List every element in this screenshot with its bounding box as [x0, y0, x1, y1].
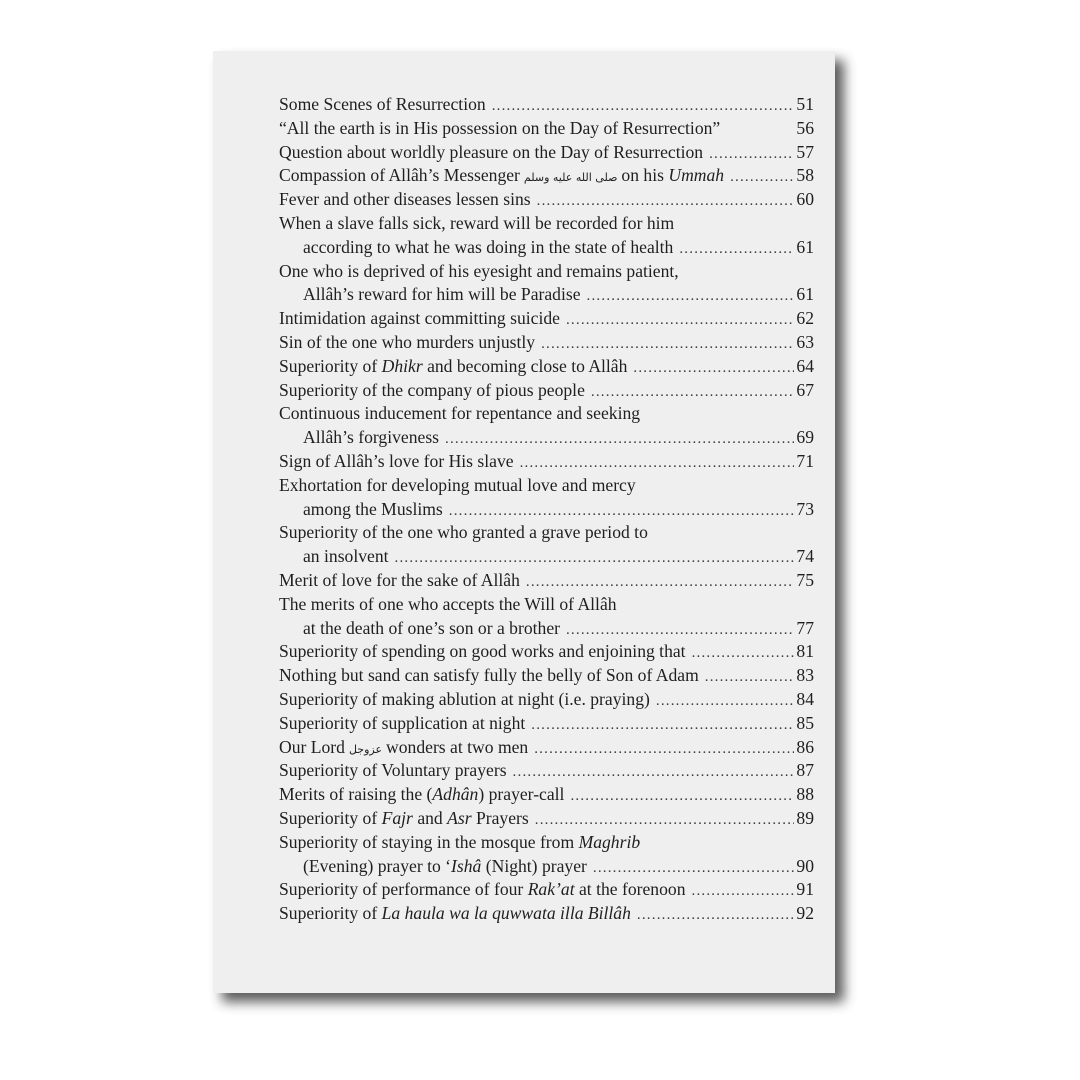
toc-page-number: 84: [796, 688, 814, 709]
toc-page-number: 71: [796, 450, 814, 471]
dot-leader: [566, 619, 794, 643]
toc-page-number: 67: [796, 379, 814, 400]
toc-entry-continuation: [279, 545, 814, 569]
toc-entry-title: Our Lord عزوجل wonders at two men: [279, 736, 529, 757]
toc-entry-line: [279, 521, 814, 545]
toc-entry: [279, 93, 814, 117]
toc-entry-line: [279, 402, 814, 426]
toc-entry-title: Some Scenes of Resurrection: [279, 94, 486, 114]
toc-entry-title: an insolvent: [303, 546, 389, 567]
toc-entry: [279, 664, 814, 688]
toc-entry-title: Sin of the one who murders unjustly: [279, 331, 536, 352]
toc-entry-title: One who is deprived of his eyesight and remains patient,: [279, 260, 679, 281]
toc-entry-title: Allâh’s forgiveness: [303, 427, 440, 448]
toc-page-number: 89: [796, 807, 814, 828]
dot-leader: [520, 452, 795, 476]
dot-leader: [537, 190, 795, 214]
toc-page-number: 56: [796, 117, 814, 138]
toc-entry-title: (Evening) prayer to ‘Ishâ (Night) prayer: [303, 855, 587, 876]
toc-entry-continuation: [279, 426, 814, 450]
dot-leader: [593, 857, 795, 881]
toc-entry-title: Superiority of staying in the mosque from Maghrib: [279, 831, 641, 852]
toc-page-number: 58: [796, 165, 814, 186]
toc-entry-title: Superiority of the one who granted a grave period to: [279, 522, 648, 543]
dot-leader: [633, 357, 794, 381]
dot-leader: [395, 547, 795, 571]
toc-page-number: 61: [796, 284, 814, 305]
toc-page-number: 83: [796, 665, 814, 686]
toc-page-number: 86: [796, 736, 814, 757]
toc-entry-title: Allâh’s reward for him will be Paradise: [303, 284, 581, 305]
toc-entry-title: Continuous inducement for repentance and seeking: [279, 403, 641, 424]
toc-entry-line: [279, 212, 814, 236]
toc-entry-continuation: [279, 855, 814, 879]
toc-entry-title: at the death of one’s son or a brother: [303, 617, 560, 638]
toc-page-number: 73: [796, 498, 814, 519]
dot-leader: [566, 309, 794, 333]
toc-page-number: 51: [796, 94, 814, 114]
toc-entry: [279, 164, 814, 188]
toc-entry: [279, 688, 814, 712]
toc-entry: [279, 188, 814, 212]
toc-entry: [279, 569, 814, 593]
toc-entry-continuation: [279, 283, 814, 307]
dot-leader: [730, 166, 794, 190]
toc-entry-title: Superiority of performance of four Rak’at at the forenoon: [279, 879, 686, 900]
toc-entry-title: Question about worldly pleasure on the Day of Resurrection: [279, 141, 704, 162]
toc-entry-title: Superiority of Voluntary prayers: [279, 760, 507, 781]
toc-entry-title: Superiority of supplication at night: [279, 712, 526, 733]
toc-entry-title: Sign of Allâh’s love for His slave: [279, 450, 514, 471]
toc-entry-title: Superiority of the company of pious people: [279, 379, 585, 400]
dot-leader: [492, 95, 795, 119]
toc-entry: [279, 355, 814, 379]
toc-entry-title: Superiority of making ablution at night (i.e. praying): [279, 688, 650, 709]
toc-entry-line: [279, 593, 814, 617]
toc-entry-continuation: [279, 617, 814, 641]
toc-page-number: 60: [796, 189, 814, 210]
toc-entry: [279, 331, 814, 355]
toc-entry-title: The merits of one who accepts the Will of Allâh: [279, 593, 617, 614]
toc-entry-title: Superiority of Dhikr and becoming close to Allâh: [279, 355, 628, 376]
dot-leader: [692, 880, 795, 904]
toc-page-number: 61: [796, 236, 814, 257]
toc-entry-title: Compassion of Allâh’s Messenger صلى الله عليه وسلم on his Ummah: [279, 165, 725, 186]
toc-page-number: 62: [796, 308, 814, 329]
toc-entry-title: Nothing but sand can satisfy fully the belly of Son of Adam: [279, 665, 699, 686]
toc-entry: [279, 902, 814, 926]
dot-leader: [591, 381, 795, 405]
table-of-contents: [279, 93, 814, 926]
toc-page-number: 88: [796, 784, 814, 805]
dot-leader: [656, 690, 795, 714]
toc-entry-title: Intimidation against committing suicide: [279, 308, 560, 329]
toc-entry-title: “All the earth is in His possession on the Day of Resurrection”: [279, 117, 721, 138]
dot-leader: [709, 143, 794, 167]
toc-page-number: 90: [796, 855, 814, 876]
dot-leader: [513, 761, 795, 785]
toc-page-number: 85: [796, 712, 814, 733]
toc-entry-continuation: [279, 236, 814, 260]
toc-entry-title: Merits of raising the (Adhân) prayer-call: [279, 784, 565, 805]
toc-entry: [279, 807, 814, 831]
toc-entry: [279, 783, 814, 807]
dot-leader: [705, 666, 795, 690]
dot-leader: [445, 428, 794, 452]
toc-entry-title: Exhortation for developing mutual love and mercy: [279, 474, 636, 495]
dot-leader: [637, 904, 795, 928]
dot-leader: [587, 285, 795, 309]
toc-entry: [279, 736, 814, 760]
toc-entry: [279, 759, 814, 783]
dot-leader: [535, 809, 795, 833]
toc-entry: [279, 117, 814, 141]
toc-page-number: 69: [796, 427, 814, 448]
toc-page-number: 75: [796, 569, 814, 590]
toc-page-number: 77: [796, 617, 814, 638]
dot-leader: [679, 238, 794, 262]
toc-entry-title: When a slave falls sick, reward will be recorded for him: [279, 212, 675, 233]
dot-leader: [570, 785, 794, 809]
dot-leader: [534, 738, 794, 762]
toc-entry-line: [279, 260, 814, 284]
toc-entry: [279, 450, 814, 474]
book-page: [213, 51, 835, 993]
toc-page-number: 74: [796, 546, 814, 567]
toc-page-number: 81: [796, 641, 814, 662]
toc-entry-title: Superiority of La haula wa la quwwata illa Billâh: [279, 903, 631, 924]
toc-page-number: 64: [796, 355, 814, 376]
toc-entry-title: among the Muslims: [303, 498, 443, 519]
toc-page-number: 57: [796, 141, 814, 162]
toc-page-number: 63: [796, 331, 814, 352]
dot-leader: [541, 333, 794, 357]
toc-entry: [279, 640, 814, 664]
dot-leader: [449, 500, 795, 524]
toc-page-number: 91: [796, 879, 814, 900]
arabic-honorific: صلى الله عليه وسلم: [523, 171, 618, 185]
toc-entry: [279, 141, 814, 165]
arabic-honorific: عزوجل: [348, 742, 383, 756]
dot-leader: [531, 714, 794, 738]
dot-leader: [526, 571, 795, 595]
toc-entry-line: [279, 831, 814, 855]
toc-page-number: 92: [796, 903, 814, 924]
toc-entry: [279, 878, 814, 902]
toc-entry-line: [279, 474, 814, 498]
toc-entry-title: Superiority of spending on good works and enjoining that: [279, 641, 686, 662]
toc-entry-title: Merit of love for the sake of Allâh: [279, 569, 520, 590]
dot-leader: [692, 642, 795, 666]
toc-entry-title: according to what he was doing in the state of health: [303, 236, 674, 257]
toc-entry-title: Superiority of Fajr and Asr Prayers: [279, 807, 529, 828]
toc-entry: [279, 307, 814, 331]
toc-page-number: 87: [796, 760, 814, 781]
toc-entry-title: Fever and other diseases lessen sins: [279, 189, 531, 210]
toc-entry: [279, 379, 814, 403]
toc-entry-continuation: [279, 498, 814, 522]
toc-entry: [279, 712, 814, 736]
